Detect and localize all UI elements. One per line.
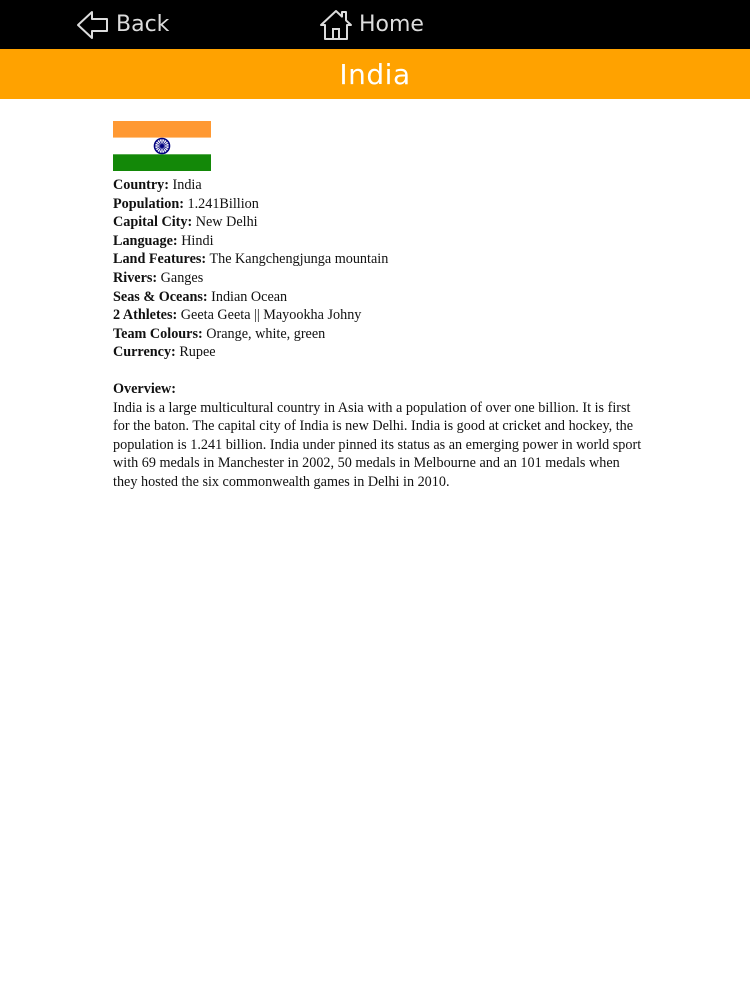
fact-label: Capital City: (113, 214, 193, 231)
fact-list (113, 176, 643, 362)
fact-team-colours (113, 325, 643, 344)
fact-label: Rivers: (113, 269, 158, 286)
fact-label: Language: (113, 232, 178, 249)
fact-label: 2 Athletes: (113, 307, 178, 324)
fact-currency (113, 343, 643, 362)
fact-value: Hindi (181, 232, 214, 249)
home-label: Home (359, 12, 424, 37)
fact-population (113, 195, 643, 214)
navigation-bar (0, 0, 750, 49)
fact-label: Country: (113, 177, 169, 193)
fact-value: Indian Ocean (211, 288, 288, 305)
overview-text: India is a large multicultural country in Asia with a population of over one billion. It is first for the baton. The capital city of India is new Delhi. India is good at cricket and hockey, the population is 1.241 billion. India under pinned its status as an emerging power in world sport with 69 medals in Manchester in 2002, 50 medals in Melbourne and an 101 medals when they hosted the six commonwealth games in Delhi in 2010. (113, 399, 642, 490)
fact-value: India (172, 177, 202, 193)
fact-value: 1.241Billion (187, 195, 259, 212)
fact-language (113, 232, 643, 251)
fact-value: The Kangchengjunga mountain (209, 251, 389, 268)
fact-label: Land Features: (113, 251, 207, 268)
fact-country (113, 176, 643, 195)
fact-label: Seas & Oceans: (113, 288, 208, 305)
page-title: India (339, 57, 411, 91)
fact-label: Team Colours: (113, 325, 203, 342)
fact-value: Orange, white, green (206, 325, 326, 342)
india-flag-icon (113, 121, 211, 171)
back-arrow-icon (76, 10, 110, 40)
overview-heading: Overview: (113, 380, 177, 397)
back-label: Back (116, 12, 170, 37)
fact-value: Geeta Geeta || Mayookha Johny (180, 307, 362, 324)
title-bar (0, 49, 750, 99)
home-icon (319, 9, 353, 41)
fact-label: Population: (113, 195, 184, 212)
back-button[interactable] (76, 0, 169, 49)
fact-athletes (113, 306, 643, 325)
fact-value: Ganges (160, 269, 204, 286)
country-content (113, 121, 643, 492)
fact-value: Rupee (179, 344, 216, 361)
home-button[interactable] (319, 0, 424, 49)
fact-seas-oceans (113, 288, 643, 307)
fact-value: New Delhi (195, 214, 258, 231)
fact-rivers (113, 269, 643, 288)
fact-land-features (113, 250, 643, 269)
fact-capital-city (113, 213, 643, 232)
fact-label: Currency: (113, 344, 176, 361)
